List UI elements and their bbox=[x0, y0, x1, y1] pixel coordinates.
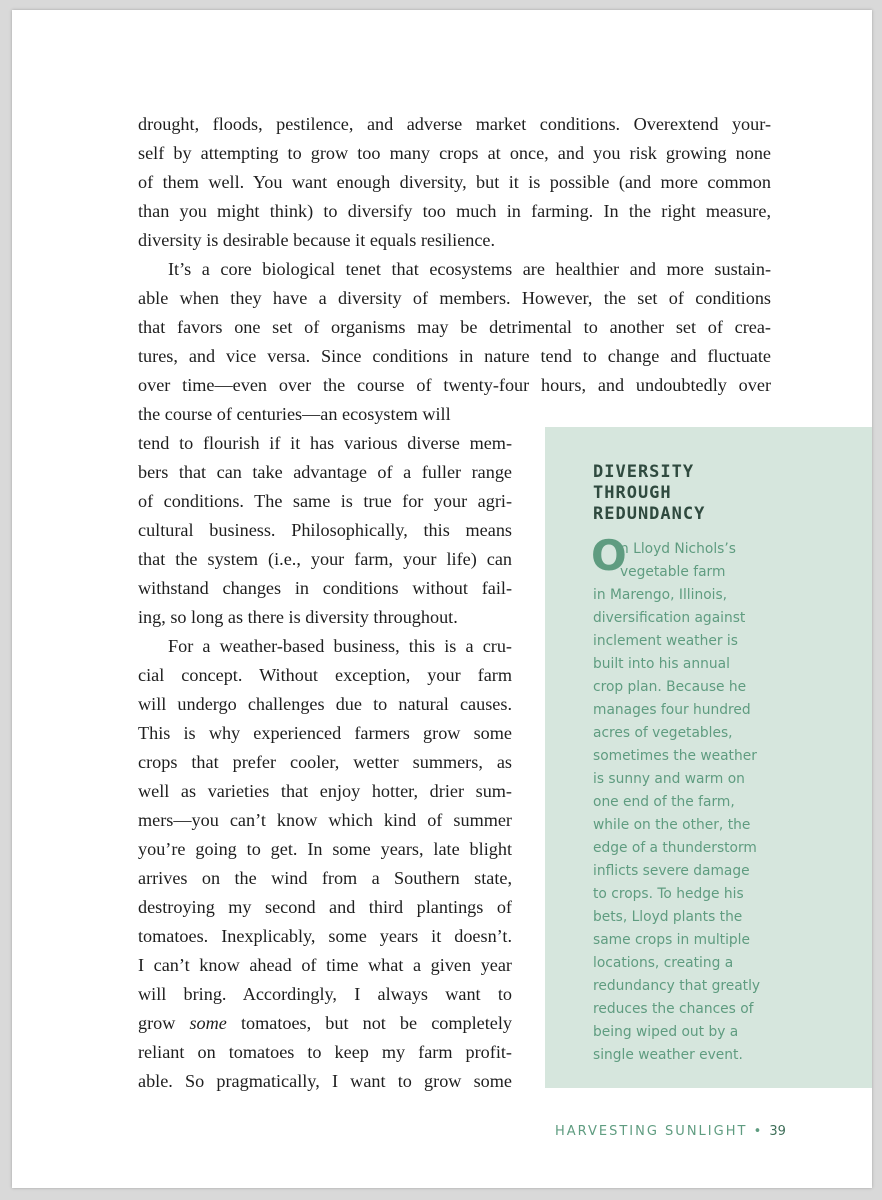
sidebar-text-line: to crops. To hedge his bbox=[593, 886, 744, 902]
sidebar-text-line: diversification against bbox=[593, 610, 746, 626]
body-text-line: I can’t know ahead of time what a given year bbox=[138, 955, 512, 975]
body-text-line: the course of centuries—an ecosystem will bbox=[138, 404, 451, 424]
sidebar-text-line: reduces the chances of bbox=[593, 1001, 754, 1017]
sidebar-title-text: DIVERSITY THROUGH REDUNDANCY bbox=[593, 462, 706, 524]
sidebar-text-line: locations, creating a bbox=[593, 955, 734, 971]
sidebar-text-line: redundancy that greatly bbox=[593, 978, 761, 994]
sidebar-text-line: one end of the farm, bbox=[593, 794, 735, 810]
footer-separator: • bbox=[753, 1124, 764, 1139]
body-text-line: that favors one set of organisms may be detrimental to another set of crea- bbox=[138, 317, 771, 337]
sidebar-drop-cap: O bbox=[591, 531, 627, 580]
sidebar-text-line: while on the other, the bbox=[593, 817, 751, 833]
sidebar-text-line: in Marengo, Illinois, bbox=[593, 587, 728, 603]
body-text-line: cultural business. Philosophically, this means bbox=[138, 520, 512, 540]
body-text-line: tomatoes. Inexplicably, some years it doesn’t. bbox=[138, 926, 512, 946]
sidebar-text-line: being wiped out by a bbox=[593, 1024, 739, 1040]
body-text-line: cial concept. Without exception, your farm bbox=[138, 665, 512, 685]
sidebar-text-line: acres of vegetables, bbox=[593, 725, 733, 741]
body-text-line: of them well. You want enough diversity, but it is possible (and more common bbox=[138, 172, 771, 192]
body-text-line: will bring. Accordingly, I always want to bbox=[138, 984, 512, 1004]
body-text-line: It’s a core biological tenet that ecosystems are healthier and more sustain- bbox=[168, 259, 771, 279]
sidebar-text-line: is sunny and warm on bbox=[593, 771, 745, 787]
body-text-line: that the system (i.e., your farm, your life) can bbox=[138, 549, 512, 569]
page-footer bbox=[555, 1124, 786, 1139]
sidebar-text-line: same crops in multiple bbox=[593, 932, 750, 948]
body-text-line: over time—even over the course of twenty-four hours, and undoubtedly over bbox=[138, 375, 771, 395]
body-text-segment: tomatoes, but not be completely bbox=[226, 1013, 512, 1033]
sidebar-box bbox=[545, 427, 872, 1088]
sidebar-text-line: bets, Lloyd plants the bbox=[593, 909, 743, 925]
body-text-line: destroying my second and third plantings of bbox=[138, 897, 512, 917]
body-text-line: withstand changes in conditions without fail- bbox=[138, 578, 512, 598]
sidebar-text-line: inflicts severe damage bbox=[593, 863, 750, 879]
body-text-line: crops that prefer cooler, wetter summers, as bbox=[138, 752, 512, 772]
body-text-line: than you might think) to diversify too much in farming. In the right measure, bbox=[138, 201, 771, 221]
body-text-line: This is why experienced farmers grow some bbox=[138, 723, 512, 743]
body-text-line bbox=[138, 1009, 512, 1038]
book-page bbox=[12, 10, 872, 1188]
sidebar-title bbox=[593, 462, 743, 525]
sidebar-text-line: manages four hundred bbox=[593, 702, 751, 718]
body-text-segment: grow bbox=[138, 1013, 190, 1033]
body-text-line: For a weather-based business, this is a cru- bbox=[168, 636, 512, 656]
sidebar-text-line: built into his annual bbox=[593, 656, 730, 672]
body-text-line: ing, so long as there is diversity throughout. bbox=[138, 607, 458, 627]
body-text-line: self by attempting to grow too many crops at once, and you risk growing none bbox=[138, 143, 771, 163]
body-text-line: able. So pragmatically, I want to grow some bbox=[138, 1071, 512, 1091]
body-text-line: you’re going to get. In some years, late blight bbox=[138, 839, 512, 859]
body-text-line: diversity is desirable because it equals resilience. bbox=[138, 230, 496, 250]
emphasized-word: some bbox=[189, 1013, 227, 1033]
page-number: 39 bbox=[769, 1124, 786, 1139]
sidebar-text-line: sometimes the weather bbox=[593, 748, 757, 764]
body-text-line: able when they have a diversity of members. However, the set of conditions bbox=[138, 288, 771, 308]
sidebar-text-line: crop plan. Because he bbox=[593, 679, 747, 695]
body-text-line: tures, and vice versa. Since conditions in nature tend to change and fluctuate bbox=[138, 346, 771, 366]
body-text-line: will undergo challenges due to natural causes. bbox=[138, 694, 512, 714]
sidebar-text-line: inclement weather is bbox=[593, 633, 738, 649]
body-text-line: drought, floods, pestilence, and adverse market conditions. Overextend your- bbox=[138, 114, 771, 134]
sidebar-text-line: single weather event. bbox=[593, 1047, 743, 1063]
sidebar-text-line: n Lloyd Nichols’s bbox=[620, 541, 736, 557]
body-text-line: mers—you can’t know which kind of summer bbox=[138, 810, 512, 830]
running-head: HARVESTING SUNLIGHT bbox=[555, 1124, 748, 1139]
body-text-line: of conditions. The same is true for your agri- bbox=[138, 491, 512, 511]
sidebar-text-line: edge of a thunderstorm bbox=[593, 840, 757, 856]
body-text-line: tend to flourish if it has various diverse mem- bbox=[138, 433, 512, 453]
body-text-line: arrives on the wind from a Southern state, bbox=[138, 868, 512, 888]
sidebar-text-line: vegetable farm bbox=[620, 564, 726, 580]
body-text-line: well as varieties that enjoy hotter, drier sum- bbox=[138, 781, 512, 801]
body-text-line: reliant on tomatoes to keep my farm profit- bbox=[138, 1042, 512, 1062]
body-text-line: bers that can take advantage of a fuller range bbox=[138, 462, 512, 482]
